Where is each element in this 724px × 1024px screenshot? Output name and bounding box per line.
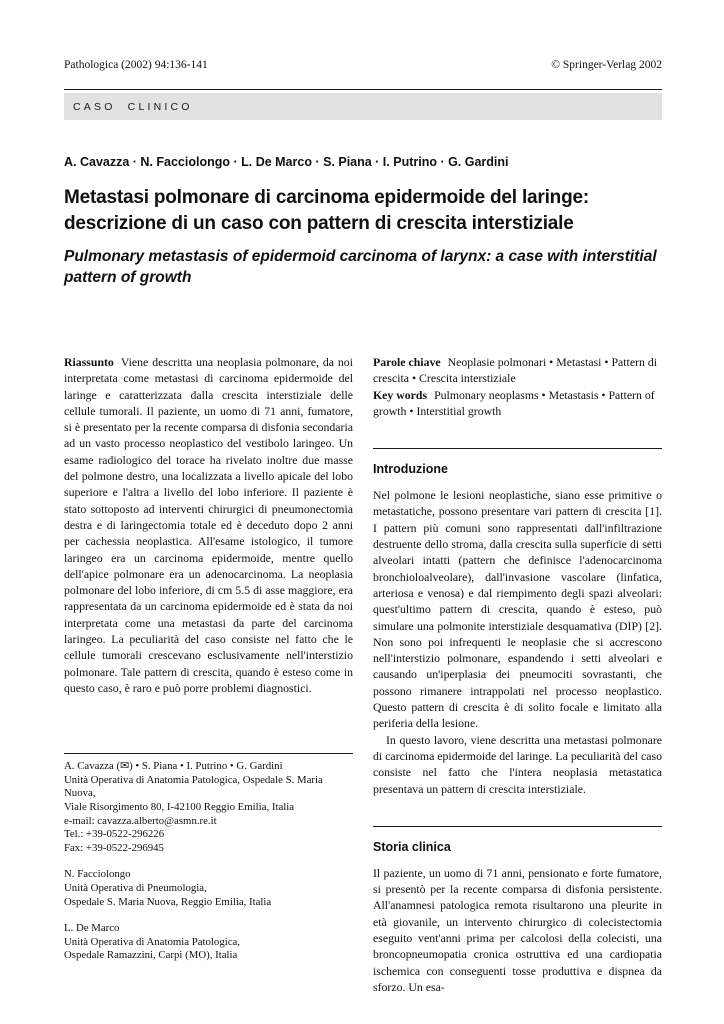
keywords-label-en: Key words bbox=[373, 387, 428, 402]
affiliation-address: Ospedale S. Maria Nuova, Reggio Emilia, Italia bbox=[64, 895, 272, 908]
article-type-label: CASO CLINICO bbox=[73, 100, 193, 113]
article-title-english: Pulmonary metastasis of epidermoid carcinoma of larynx: a case with interstitial pattern of growth bbox=[64, 248, 657, 286]
section-paragraph: Nel polmone le lesioni neoplastiche, siano esse primitive o metastatiche, possono presentare vari pattern di crescita [1]. I pattern più comuni sono rappresentati dall'infiltrazione destruente dello stroma, dalla crescita sulla superficie di setti alveolari intatti (pattern che definisce l'adenocarcinoma bronchioloalveolare), dall'invasione vascolare (linfatica, arteriosa e venosa) e dal riempimento degli spazi alveolari: quest'ultimo pattern di crescita, quando è esteso, può simulare una polmonite interstiziale desquamativa (DIP) [2]. Non sono poi infrequenti le neoplasie che si accrescono nell'interstizio polmonare, espandendo i setti alveolari e causando un'iperplasia dei pneumociti sovrastanti, che possono rimanere intrappolati nel processo neoplastico. Questo pattern di crescita è di solito focale e limitato alla periferia della lesione. bbox=[373, 488, 662, 731]
section-paragraph: Il paziente, un uomo di 71 anni, pensionato e forte fumatore, si presentò per la recente comparsa di disfonia persistente. All'anamnesi patologica remota risultarono una pleurite in età giovanile, un intervento chirurgico di colecistectomia eseguito vent'anni prima per calcolosi della colecisti, una broncopneumopatia cronica ostruttiva ed una cardiopatia ischemica con conseguenti tosse produttiva e dispnea da sforzo. Un esa- bbox=[373, 865, 662, 994]
article-title-italian: Metastasi polmonare di carcinoma epidermoide del laringe: descrizione di un caso con pattern di crescita interstiziale bbox=[64, 187, 589, 234]
keywords-english bbox=[373, 387, 662, 420]
affiliation-email: e-mail: cavazza.alberto@asmn.re.it bbox=[64, 814, 217, 827]
affiliation-authors: A. Cavazza (✉) • S. Piana • I. Putrino • G. Gardini bbox=[64, 760, 283, 773]
abstract-label: Riassunto bbox=[64, 355, 114, 369]
abstract-text: Viene descritta una neoplasia polmonare, da noi interpretata come metastasi di carcinoma epidermoide del laringe e caratterizzata dalla crescita interstiziale delle cellule tumorali. Il paziente, un uomo di 71 anni, fumatore, si è presentato per la recente comparsa di disfonia secondaria ad un vasto processo neoplastico del vestibolo laringeo. Un esame radiologico del torace ha rivelato inoltre due masse del polmone destro, una localizzata a livello apicale del lobo superiore e l'altra a livello del lobo inferiore. Il paziente è stato sottoposto ad interventi chirurgici di pneumonectomia destra e di laringectomia totale ed è deceduto dopo 2 anni per cachessia neoplastica. All'esame istologico, il tumore laringeo era un carcinoma epidermoide, mentre quello dell'apice polmonare era un adenocarcinoma. La neoplasia polmonare del lobo inferiore, di cm 5.5 di asse maggiore, era rappresentata da un carcinoma epidermoide ed è stata da noi interpretata come una metastasi da parte del carcinoma laringeo. La peculiarità del caso consiste nel fatto che le cellule tumorali crescevano esclusivamente nell'interstizio polmonare. Tale pattern di crescita, quando è esteso come in questo caso, è raro e può porre problemi diagnostici. bbox=[64, 355, 353, 695]
section-heading-storia-clinica: Storia clinica bbox=[373, 839, 451, 854]
affiliation-address: Viale Risorgimento 80, I-42100 Reggio Emilia, Italia bbox=[64, 801, 295, 814]
affiliation-block-demarco bbox=[64, 922, 353, 963]
left-column bbox=[64, 354, 353, 995]
affiliation-block-primary bbox=[64, 760, 353, 855]
affiliations-rule bbox=[64, 753, 353, 754]
affiliation-department: Unità Operativa di Anatomia Patologica, Ospedale S. Maria Nuova, bbox=[64, 773, 323, 800]
affiliation-department: Unità Operativa di Pneumologia, bbox=[64, 881, 207, 894]
keywords-text-en: Pulmonary neoplasms • Metastasis • Pattern of growth • Interstitial growth bbox=[373, 387, 655, 418]
abstract-paragraph bbox=[64, 354, 353, 696]
section-rule bbox=[373, 826, 662, 827]
section-heading-introduzione: Introduzione bbox=[373, 462, 448, 477]
right-column bbox=[373, 354, 662, 995]
section-storia-clinica bbox=[373, 826, 662, 995]
affiliation-department: Unità Operativa di Anatomia Patologica, bbox=[64, 935, 241, 948]
section-paragraph: In questo lavoro, viene descritta una metastasi polmonare di carcinoma epidermoide del laringe. La peculiarità del caso consiste nel fatto che l'intera neoplasia metastatica presentava un pattern di crescita interstiziale. bbox=[373, 732, 662, 796]
article-type-banner bbox=[64, 93, 662, 120]
header-rule bbox=[64, 89, 662, 90]
keywords-label-it: Parole chiave bbox=[373, 355, 441, 369]
keywords-text-it: Neoplasie polmonari • Metastasi • Pattern di crescita • Crescita interstiziale bbox=[373, 355, 658, 386]
keywords-italian bbox=[373, 354, 662, 387]
affiliation-fax: Fax: +39-0522-296945 bbox=[64, 841, 164, 854]
affiliation-block-facciolongo bbox=[64, 868, 353, 909]
affiliation-address: Ospedale Ramazzini, Carpi (MO), Italia bbox=[64, 949, 238, 962]
two-column-body bbox=[64, 354, 662, 995]
section-introduzione bbox=[373, 448, 662, 797]
affiliations-footnote bbox=[64, 753, 353, 963]
authors-line: A. Cavazza · N. Facciolongo · L. De Marco · S. Piana · I. Putrino · G. Gardini bbox=[64, 155, 509, 169]
affiliation-telephone: Tel.: +39-0522-296226 bbox=[64, 828, 165, 841]
affiliation-author: N. Facciolongo bbox=[64, 868, 131, 881]
journal-citation: Pathologica (2002) 94:136-141 bbox=[64, 59, 208, 71]
section-rule bbox=[373, 448, 662, 449]
affiliation-author: L. De Marco bbox=[64, 922, 120, 935]
copyright-notice: © Springer-Verlag 2002 bbox=[551, 59, 662, 71]
running-head bbox=[64, 58, 662, 72]
